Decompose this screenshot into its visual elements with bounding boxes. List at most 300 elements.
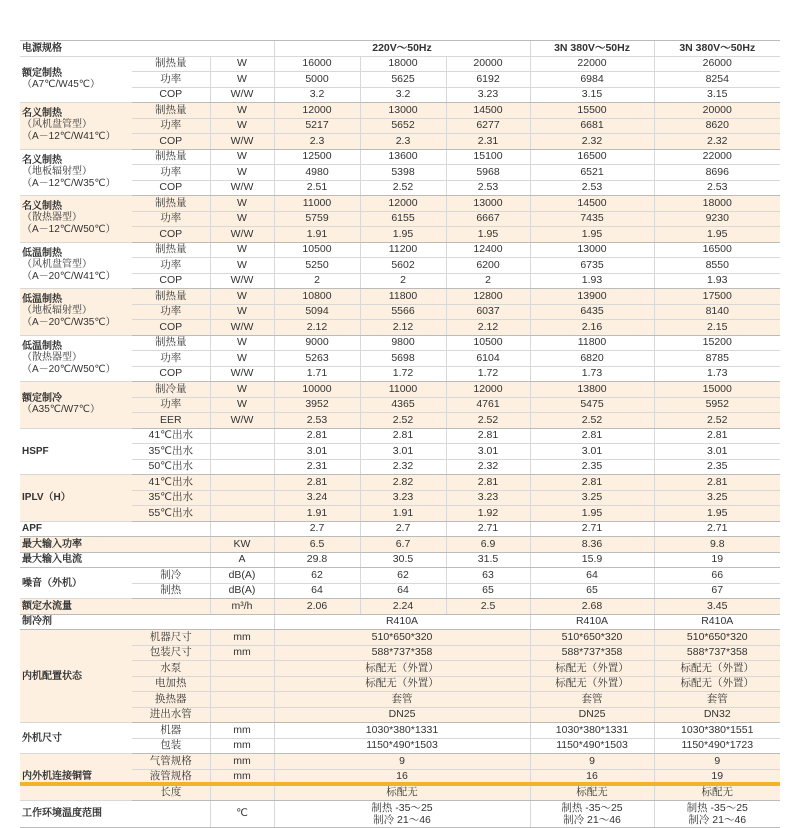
value-cell: 8550 [654, 258, 780, 274]
table-row [20, 459, 780, 475]
value-cell: 66 [654, 568, 780, 584]
value-cell: 5566 [360, 304, 446, 320]
value-cell: 2.32 [530, 134, 654, 150]
table-row [20, 134, 780, 150]
row-unit: W [210, 382, 274, 398]
row-unit: dB(A) [210, 583, 274, 599]
table-row [20, 149, 780, 165]
value-cell: 标配无 [530, 785, 654, 801]
value-cell: 制热 -35～25 制冷 21～46 [274, 800, 530, 827]
value-cell: 5698 [360, 351, 446, 367]
table-row [20, 304, 780, 320]
value-cell: 3.2 [360, 87, 446, 103]
value-cell: 31.5 [446, 552, 530, 568]
row-unit: W [210, 351, 274, 367]
value-cell: 20000 [446, 56, 530, 72]
value-cell: 11200 [360, 242, 446, 258]
row-group-label [20, 196, 132, 243]
value-cell: 30.5 [360, 552, 446, 568]
row-group-label [20, 335, 132, 382]
row-group-condition: （地板辐射型） （A－20℃/W35℃） [22, 305, 116, 329]
table-row [20, 227, 780, 243]
value-cell: 19 [654, 769, 780, 785]
row-group-label [20, 552, 210, 568]
value-cell: 2.52 [530, 413, 654, 429]
value-cell: 9 [530, 754, 654, 770]
row-sub-label: 制热量 [132, 56, 210, 72]
value-cell: 2.52 [654, 413, 780, 429]
table-row [20, 56, 780, 72]
value-cell: 7435 [530, 211, 654, 227]
value-cell: 2.32 [446, 459, 530, 475]
row-unit: mm [210, 769, 274, 785]
value-cell: 2.81 [274, 475, 360, 491]
value-cell: 6820 [530, 351, 654, 367]
value-cell: 2.12 [360, 320, 446, 336]
row-unit: W [210, 304, 274, 320]
row-unit: W [210, 242, 274, 258]
value-cell: 标配无（外置） [530, 676, 654, 692]
row-group-label [20, 475, 132, 522]
value-cell: 17500 [654, 289, 780, 305]
row-unit [210, 490, 274, 506]
row-unit: KW [210, 537, 274, 553]
value-cell: 11800 [530, 335, 654, 351]
value-cell: 1.72 [446, 366, 530, 382]
value-cell: 6037 [446, 304, 530, 320]
row-unit: W [210, 165, 274, 181]
row-group-label [20, 599, 210, 615]
row-group-condition: （风机盘管型） （A－12℃/W41℃） [22, 119, 116, 143]
value-cell: 15100 [446, 149, 530, 165]
value-cell: 14500 [530, 196, 654, 212]
value-cell: 3.45 [654, 599, 780, 615]
row-sub-label: 55℃出水 [132, 506, 210, 522]
value-cell: 2.35 [530, 459, 654, 475]
value-cell: 64 [530, 568, 654, 584]
value-cell: 16000 [274, 56, 360, 72]
table-row [20, 552, 780, 568]
row-group-title: 名义制热 [22, 108, 62, 120]
value-cell: 18000 [360, 56, 446, 72]
value-cell: 16500 [530, 149, 654, 165]
table-row [20, 800, 780, 827]
value-cell: 1150*490*1503 [530, 738, 654, 754]
value-cell: 6192 [446, 72, 530, 88]
row-sub-label: 50℃出水 [132, 459, 210, 475]
table-row [20, 320, 780, 336]
value-cell: 2.52 [360, 413, 446, 429]
value-cell: 6521 [530, 165, 654, 181]
row-group-label [20, 149, 132, 196]
value-cell: 2.81 [530, 428, 654, 444]
row-unit: ℃ [210, 800, 274, 827]
value-cell: 19 [654, 552, 780, 568]
value-cell: 6984 [530, 72, 654, 88]
value-cell: 2.52 [446, 413, 530, 429]
table-row [20, 428, 780, 444]
value-cell: 64 [274, 583, 360, 599]
value-cell: 2.16 [530, 320, 654, 336]
table-row [20, 568, 780, 584]
value-cell: 510*650*320 [530, 630, 654, 646]
value-cell: 5759 [274, 211, 360, 227]
value-cell: 2.32 [360, 459, 446, 475]
value-cell: 6681 [530, 118, 654, 134]
value-cell: 4761 [446, 397, 530, 413]
value-cell: 1.72 [360, 366, 446, 382]
value-cell: 8696 [654, 165, 780, 181]
value-cell: 16 [274, 769, 530, 785]
value-cell: 11800 [360, 289, 446, 305]
value-cell: 15200 [654, 335, 780, 351]
row-unit: W/W [210, 273, 274, 289]
row-group-title: 名义制热 [22, 154, 62, 166]
value-cell: 6.7 [360, 537, 446, 553]
value-cell: 2.81 [446, 428, 530, 444]
table-row [20, 103, 780, 119]
row-group-title: IPLV（H） [22, 492, 71, 504]
value-cell: 5250 [274, 258, 360, 274]
row-sub-label: COP [132, 320, 210, 336]
value-cell: 12800 [446, 289, 530, 305]
value-cell: 标配无（外置） [654, 661, 780, 677]
value-cell: 13000 [360, 103, 446, 119]
value-cell: 10800 [274, 289, 360, 305]
row-sub-label: 包装 [132, 738, 210, 754]
value-cell: R410A [274, 614, 530, 630]
value-cell: 2.81 [274, 428, 360, 444]
value-cell: 62 [360, 568, 446, 584]
row-unit: W/W [210, 227, 274, 243]
value-cell: 2.68 [530, 599, 654, 615]
value-cell: 5952 [654, 397, 780, 413]
row-sub-label: 功率 [132, 165, 210, 181]
table-row [20, 707, 780, 723]
row-unit [210, 785, 274, 801]
value-cell: 8620 [654, 118, 780, 134]
value-cell: 套管 [274, 692, 530, 708]
value-cell: 3.25 [654, 490, 780, 506]
value-cell: 9 [654, 754, 780, 770]
value-cell: 588*737*358 [530, 645, 654, 661]
row-group-label [20, 614, 274, 630]
row-sub-label: COP [132, 134, 210, 150]
table-row [20, 785, 780, 801]
value-cell: 3.01 [446, 444, 530, 460]
value-cell: 3.24 [274, 490, 360, 506]
row-group-label [20, 800, 210, 827]
value-cell: 5475 [530, 397, 654, 413]
value-cell: 标配无（外置） [654, 676, 780, 692]
value-cell: 3.15 [654, 87, 780, 103]
value-cell: 4980 [274, 165, 360, 181]
row-unit [210, 428, 274, 444]
value-cell: 6667 [446, 211, 530, 227]
value-cell: 2.52 [360, 180, 446, 196]
table-row [20, 242, 780, 258]
row-unit: mm [210, 738, 274, 754]
value-cell: 1.93 [654, 273, 780, 289]
row-group-label [20, 521, 210, 537]
table-row [20, 723, 780, 739]
value-cell: 1030*380*1551 [654, 723, 780, 739]
value-cell: 8254 [654, 72, 780, 88]
value-cell: 20000 [654, 103, 780, 119]
row-sub-label: 功率 [132, 211, 210, 227]
value-cell: 11000 [360, 382, 446, 398]
value-cell: 1.73 [654, 366, 780, 382]
value-cell: 13000 [530, 242, 654, 258]
row-sub-label: 制冷量 [132, 382, 210, 398]
row-sub-label: 机器 [132, 723, 210, 739]
value-cell: 62 [274, 568, 360, 584]
spec-table [20, 40, 780, 828]
row-unit [210, 692, 274, 708]
row-group-condition: （地板辐射型） （A－12℃/W35℃） [22, 165, 116, 189]
table-row [20, 676, 780, 692]
row-unit: W [210, 289, 274, 305]
value-cell: 1.95 [530, 506, 654, 522]
row-unit: W/W [210, 320, 274, 336]
row-group-label [20, 537, 210, 553]
value-cell: 2 [274, 273, 360, 289]
value-cell: 2.71 [530, 521, 654, 537]
value-cell: 3.01 [360, 444, 446, 460]
value-cell: 2.53 [530, 180, 654, 196]
value-cell: 9 [274, 754, 530, 770]
row-unit [210, 676, 274, 692]
row-sub-label: 机器尺寸 [132, 630, 210, 646]
value-cell: 2.81 [654, 428, 780, 444]
row-group-label [20, 103, 132, 150]
row-group-condition: （A35℃/W7℃） [22, 404, 101, 416]
value-cell: 8.36 [530, 537, 654, 553]
table-row [20, 413, 780, 429]
value-cell: 64 [360, 583, 446, 599]
value-cell: 510*650*320 [274, 630, 530, 646]
row-sub-label: COP [132, 180, 210, 196]
value-cell: 2.51 [274, 180, 360, 196]
value-cell: 2.53 [274, 413, 360, 429]
value-cell: 5398 [360, 165, 446, 181]
row-sub-label: EER [132, 413, 210, 429]
table-row [20, 258, 780, 274]
power-spec-label: 电源规格 [20, 41, 274, 57]
value-cell: 3.23 [360, 490, 446, 506]
value-cell: 1.92 [446, 506, 530, 522]
row-group-label [20, 289, 132, 336]
value-cell: 3.2 [274, 87, 360, 103]
table-row [20, 537, 780, 553]
value-cell: 4365 [360, 397, 446, 413]
row-group-title: APF [22, 523, 42, 535]
table-row [20, 692, 780, 708]
value-cell: 16 [530, 769, 654, 785]
value-cell: 标配无（外置） [274, 661, 530, 677]
value-cell: R410A [654, 614, 780, 630]
value-cell: 2.81 [446, 475, 530, 491]
row-unit: mm [210, 645, 274, 661]
value-cell: 1.95 [360, 227, 446, 243]
value-cell: 2.3 [360, 134, 446, 150]
row-sub-label: 气管规格 [132, 754, 210, 770]
value-cell: 1.95 [446, 227, 530, 243]
table-row [20, 382, 780, 398]
row-unit: W [210, 335, 274, 351]
table-row [20, 490, 780, 506]
table-row [20, 273, 780, 289]
row-unit: m³/h [210, 599, 274, 615]
row-unit: W [210, 258, 274, 274]
power-380v: 3N 380V～50Hz [530, 41, 654, 57]
row-sub-label: 41℃出水 [132, 475, 210, 491]
value-cell: R410A [530, 614, 654, 630]
value-cell: 67 [654, 583, 780, 599]
value-cell: 16500 [654, 242, 780, 258]
value-cell: 1.95 [654, 227, 780, 243]
value-cell: 3.01 [654, 444, 780, 460]
row-unit: W [210, 118, 274, 134]
table-row [20, 351, 780, 367]
value-cell: 套管 [530, 692, 654, 708]
row-group-condition: （散热器型） （A－12℃/W50℃） [22, 212, 116, 236]
value-cell: 1.95 [654, 506, 780, 522]
row-sub-label: 功率 [132, 258, 210, 274]
value-cell: 588*737*358 [654, 645, 780, 661]
row-sub-label: 功率 [132, 351, 210, 367]
value-cell: 5217 [274, 118, 360, 134]
row-sub-label: 液管规格 [132, 769, 210, 785]
row-group-title: 额定制冷 [22, 393, 62, 405]
value-cell: 1030*380*1331 [274, 723, 530, 739]
value-cell: 1150*490*1723 [654, 738, 780, 754]
row-group-condition: （风机盘管型） （A－20℃/W41℃） [22, 258, 116, 282]
row-unit: mm [210, 630, 274, 646]
row-sub-label: 35℃出水 [132, 444, 210, 460]
row-sub-label: 进出水管 [132, 707, 210, 723]
value-cell: 1.71 [274, 366, 360, 382]
row-sub-label: 制热量 [132, 103, 210, 119]
value-cell: 套管 [654, 692, 780, 708]
value-cell: 10000 [274, 382, 360, 398]
value-cell: 1.91 [274, 227, 360, 243]
value-cell: DN25 [274, 707, 530, 723]
value-cell: 6200 [446, 258, 530, 274]
value-cell: 8140 [654, 304, 780, 320]
table-row [20, 118, 780, 134]
value-cell: 10500 [446, 335, 530, 351]
value-cell: 2.71 [446, 521, 530, 537]
row-unit: W/W [210, 413, 274, 429]
value-cell: 标配无 [274, 785, 530, 801]
value-cell: 6277 [446, 118, 530, 134]
value-cell: 9230 [654, 211, 780, 227]
power-380v: 3N 380V～50Hz [654, 41, 780, 57]
value-cell: 13900 [530, 289, 654, 305]
row-unit: W/W [210, 366, 274, 382]
value-cell: 2 [360, 273, 446, 289]
table-row [20, 614, 780, 630]
value-cell: 2 [446, 273, 530, 289]
value-cell: 3.15 [530, 87, 654, 103]
table-row [20, 583, 780, 599]
value-cell: 6435 [530, 304, 654, 320]
row-unit: W [210, 72, 274, 88]
value-cell: 12000 [446, 382, 530, 398]
value-cell: 制热 -35～25 制冷 21～46 [530, 800, 654, 827]
row-sub-label: 制冷 [132, 568, 210, 584]
row-unit: W/W [210, 87, 274, 103]
row-unit: W [210, 149, 274, 165]
row-sub-label: 功率 [132, 118, 210, 134]
row-group-title: 内外机连接铜管 [22, 771, 92, 783]
row-sub-label: 包装尺寸 [132, 645, 210, 661]
value-cell: 11000 [274, 196, 360, 212]
value-cell: 14500 [446, 103, 530, 119]
table-row [20, 41, 780, 57]
value-cell: 6104 [446, 351, 530, 367]
row-sub-label: 制热量 [132, 149, 210, 165]
value-cell: 29.8 [274, 552, 360, 568]
value-cell: 65 [446, 583, 530, 599]
value-cell: 9800 [360, 335, 446, 351]
row-unit: W [210, 56, 274, 72]
row-sub-label: 功率 [132, 72, 210, 88]
value-cell: 1.91 [274, 506, 360, 522]
value-cell: 63 [446, 568, 530, 584]
row-group-label [20, 630, 132, 723]
row-unit [210, 475, 274, 491]
value-cell: 1.91 [360, 506, 446, 522]
table-row [20, 397, 780, 413]
table-row [20, 211, 780, 227]
row-group-label [20, 754, 132, 801]
value-cell: 2.24 [360, 599, 446, 615]
row-unit: W/W [210, 134, 274, 150]
value-cell: 1030*380*1331 [530, 723, 654, 739]
row-group-condition: （A7℃/W45℃） [22, 78, 101, 90]
value-cell: 22000 [530, 56, 654, 72]
row-group-label [20, 428, 132, 475]
value-cell: 2.12 [446, 320, 530, 336]
value-cell: DN32 [654, 707, 780, 723]
value-cell: 5263 [274, 351, 360, 367]
row-sub-label: COP [132, 366, 210, 382]
row-group-title: 额定制热 [22, 67, 62, 79]
value-cell: 588*737*358 [274, 645, 530, 661]
value-cell: 2.5 [446, 599, 530, 615]
value-cell: 6.5 [274, 537, 360, 553]
row-sub-label: COP [132, 87, 210, 103]
table-row [20, 738, 780, 754]
value-cell: 6735 [530, 258, 654, 274]
table-row [20, 754, 780, 770]
row-unit [210, 506, 274, 522]
row-group-label [20, 242, 132, 289]
value-cell: 2.06 [274, 599, 360, 615]
value-cell: 15.9 [530, 552, 654, 568]
value-cell: 3952 [274, 397, 360, 413]
value-cell: 26000 [654, 56, 780, 72]
value-cell: 2.81 [530, 475, 654, 491]
value-cell: 2.53 [654, 180, 780, 196]
row-sub-label: 长度 [132, 785, 210, 801]
row-group-label [20, 568, 132, 599]
table-row [20, 289, 780, 305]
table-row [20, 506, 780, 522]
value-cell: 10500 [274, 242, 360, 258]
